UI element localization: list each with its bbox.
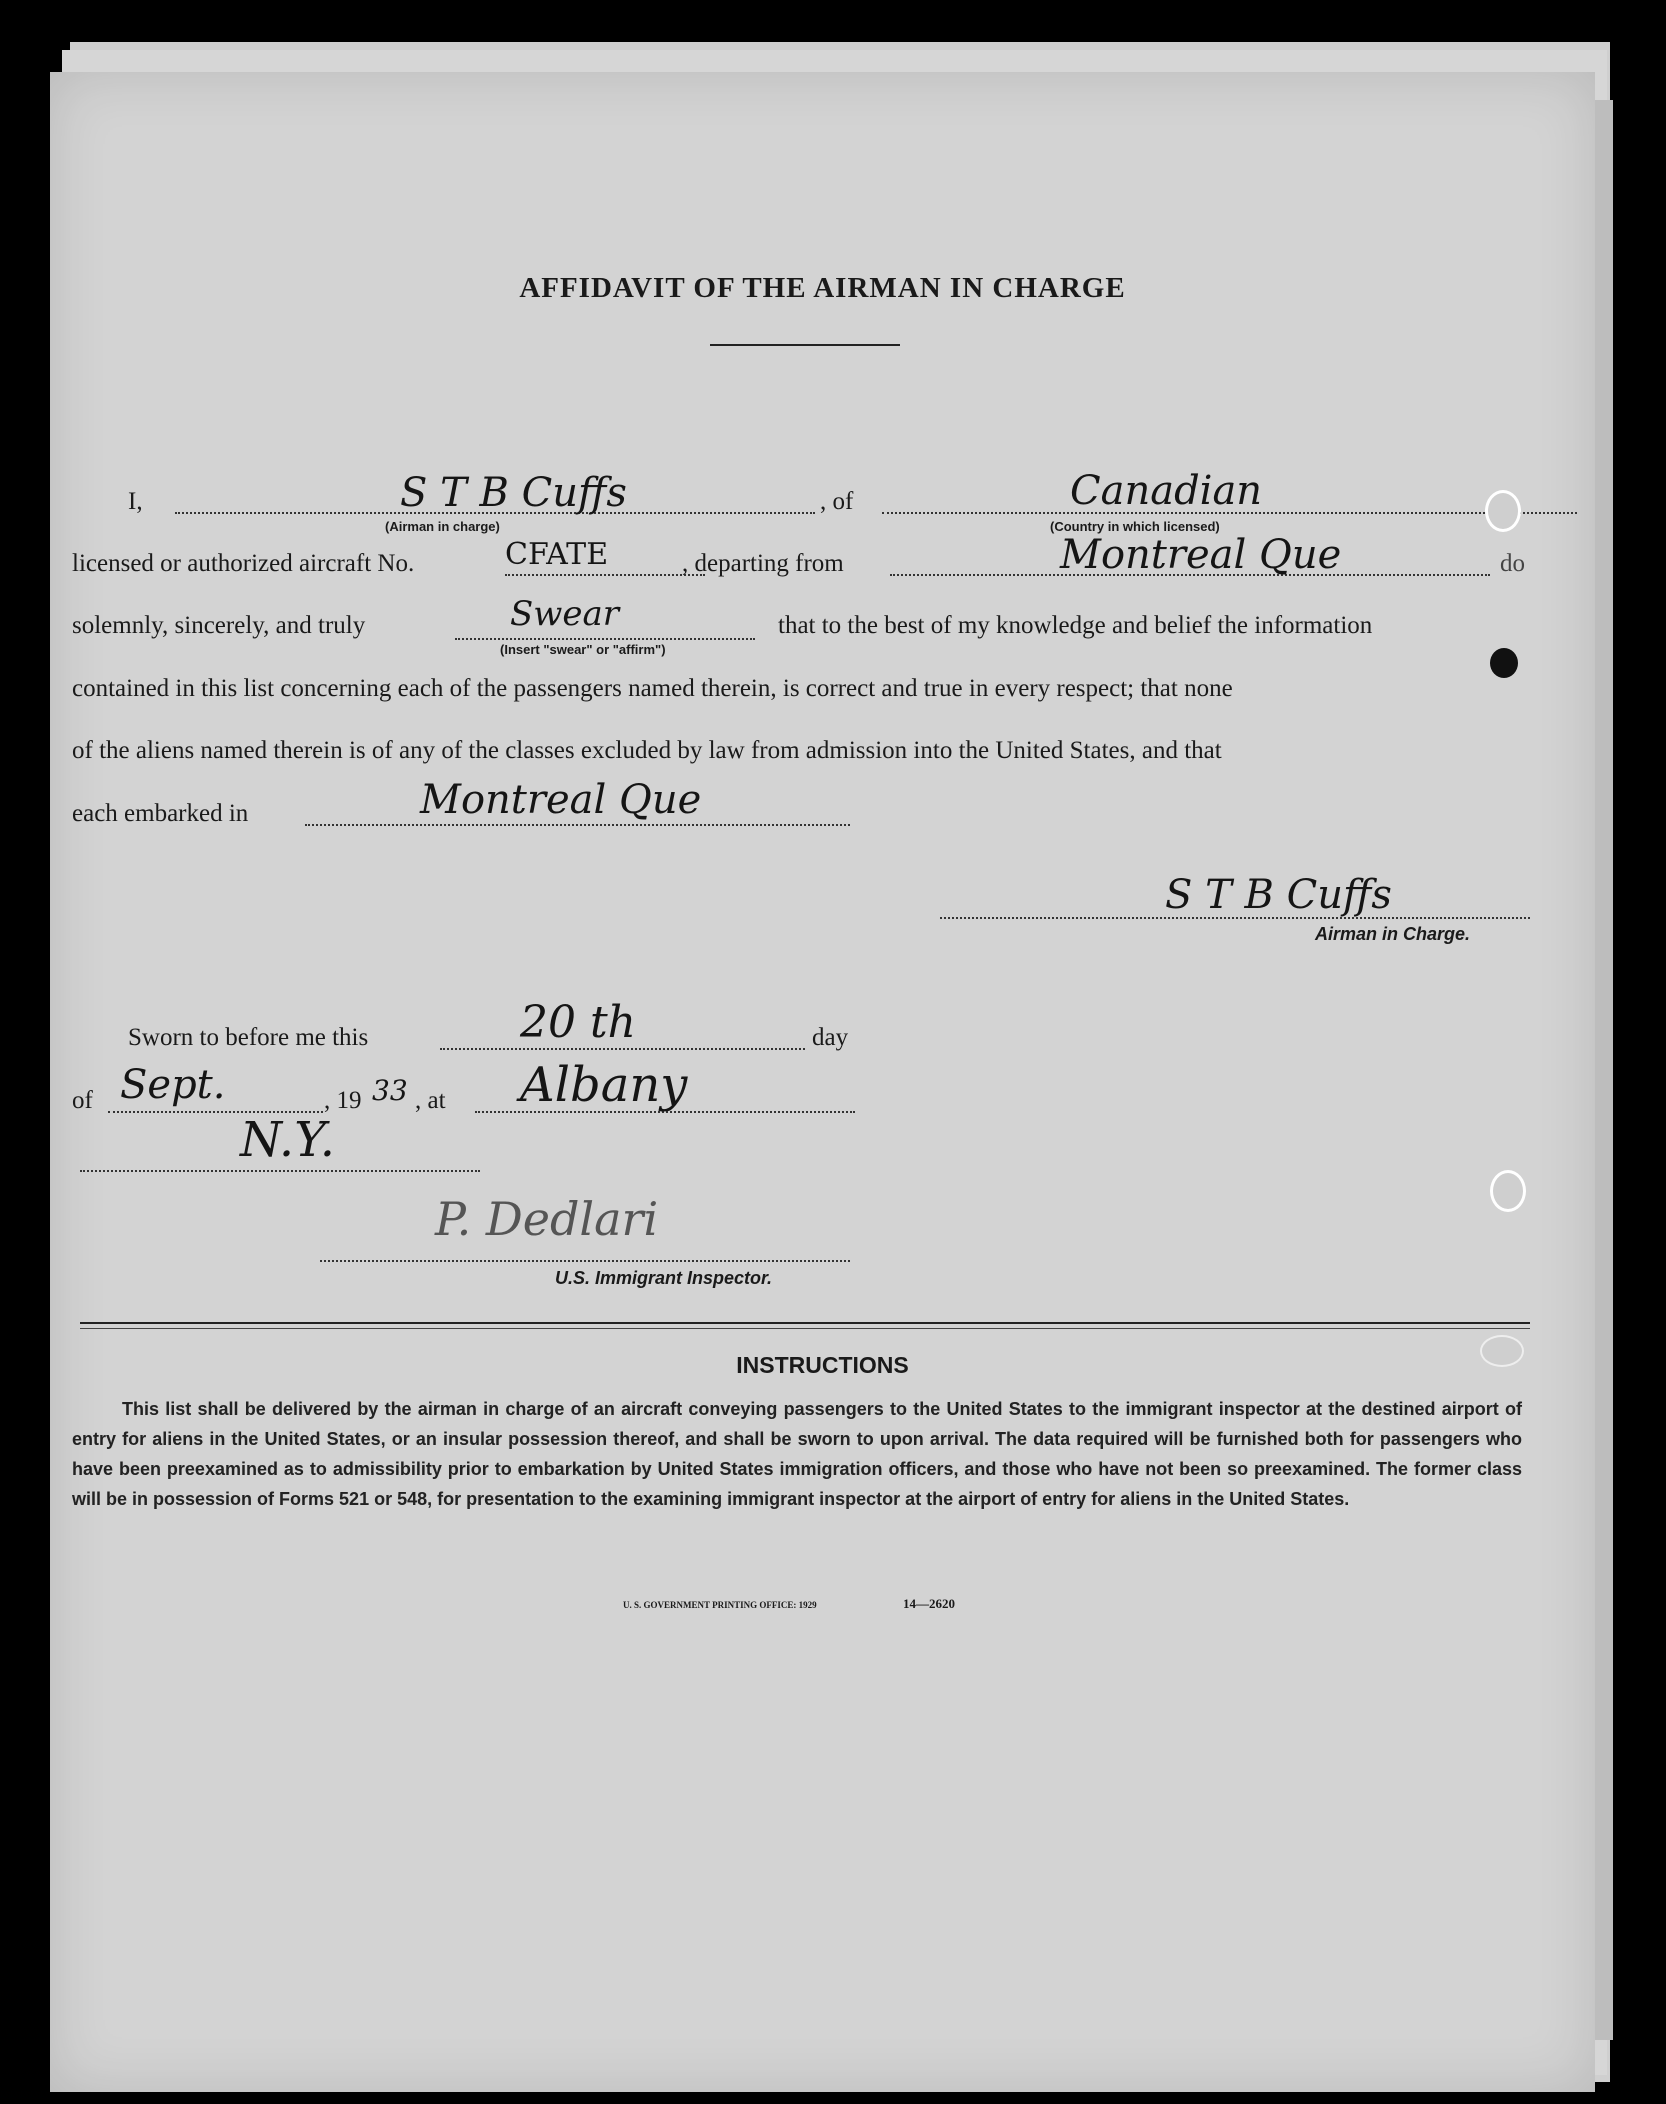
line2-departing: , departing from — [682, 550, 844, 577]
line1-of: , of — [820, 488, 854, 515]
punch-hole-middle — [1490, 1170, 1526, 1212]
of-label: of — [72, 1087, 93, 1114]
caption-country: (Country in which licensed) — [1050, 519, 1220, 534]
separator-top — [80, 1322, 1530, 1324]
country-field[interactable]: Canadian — [1070, 468, 1263, 514]
day-field-line — [440, 1048, 805, 1050]
caption-airman: (Airman in charge) — [385, 519, 500, 534]
airman-signature[interactable]: S T B Cuffs — [1165, 872, 1392, 918]
year-field[interactable]: 33 — [372, 1074, 408, 1107]
line3-suffix: that to the best of my knowledge and belief the information — [778, 612, 1373, 639]
title-rule — [710, 344, 900, 346]
embarked-in-field[interactable]: Montreal Que — [420, 777, 702, 823]
place-field[interactable]: Albany — [520, 1057, 688, 1113]
oath-field[interactable]: Swear — [510, 594, 620, 634]
ink-blot — [1490, 648, 1518, 678]
line5-text: of the aliens named therein is of any of the classes excluded by law from admission into the United States, and that — [72, 737, 1222, 764]
line2-suffix: do — [1500, 550, 1525, 577]
punch-hole-top — [1485, 490, 1521, 532]
printer-imprint: U. S. GOVERNMENT PRINTING OFFICE: 1929 — [623, 1600, 817, 1610]
airman-in-charge-label: Airman in Charge. — [1315, 924, 1471, 944]
sworn-prefix: Sworn to before me this — [128, 1024, 369, 1051]
line1-prefix: I, — [128, 488, 143, 515]
aircraft-number-field[interactable]: CFATE — [505, 537, 609, 572]
state-field-line — [80, 1170, 480, 1172]
year-prefix: , 19 — [324, 1087, 362, 1114]
airman-name-field[interactable]: S T B Cuffs — [400, 470, 627, 516]
instructions-title: INSTRUCTIONS — [736, 1352, 909, 1378]
line2-prefix: licensed or authorized aircraft No. — [72, 550, 415, 577]
month-field[interactable]: Sept. — [120, 1062, 226, 1108]
embarked-field-line — [305, 824, 850, 826]
inspector-signature-line — [320, 1260, 850, 1262]
page-edge — [1595, 100, 1613, 2040]
separator-bottom — [80, 1328, 1530, 1329]
at-label: , at — [415, 1087, 446, 1114]
form-title: AFFIDAVIT OF THE AIRMAN IN CHARGE — [519, 272, 1126, 304]
line6-prefix: each embarked in — [72, 800, 249, 827]
punch-hole-bottom — [1480, 1335, 1524, 1367]
caption-swear: (Insert "swear" or "affirm") — [500, 642, 666, 657]
oath-field-line — [455, 638, 755, 640]
form-number: 14—2620 — [903, 1596, 955, 1611]
day-field[interactable]: 20 th — [520, 997, 636, 1048]
inspector-label: U.S. Immigrant Inspector. — [555, 1268, 773, 1288]
document-page — [50, 72, 1595, 2092]
state-field[interactable]: N.Y. — [240, 1112, 335, 1168]
sworn-day: day — [812, 1024, 849, 1051]
aircraft-field-line — [505, 574, 705, 576]
instructions-text: This list shall be delivered by the airman in charge of an aircraft conveying passengers to the United States to the immigrant inspector at the destined airport of entry for aliens in the United States, or an insular possession thereof, and shall be sworn to upon arrival. The data required will be furnished both for passengers who have been preexamined as to admissibility prior to embarkation by United States immigration officers, and those who have not been so preexamined. The former class will be in possession of Forms 521 or 548, for presentation to the examining immigrant inspector at the airport of entry for aliens in the United States. — [72, 1399, 1522, 1509]
line4-text: contained in this list concerning each of the passengers named therein, is correct and true in every respect; that none — [72, 675, 1233, 702]
line3-prefix: solemnly, sincerely, and truly — [72, 612, 366, 639]
departing-from-field[interactable]: Montreal Que — [1060, 532, 1342, 578]
inspector-signature[interactable]: P. Dedlari — [435, 1192, 659, 1246]
